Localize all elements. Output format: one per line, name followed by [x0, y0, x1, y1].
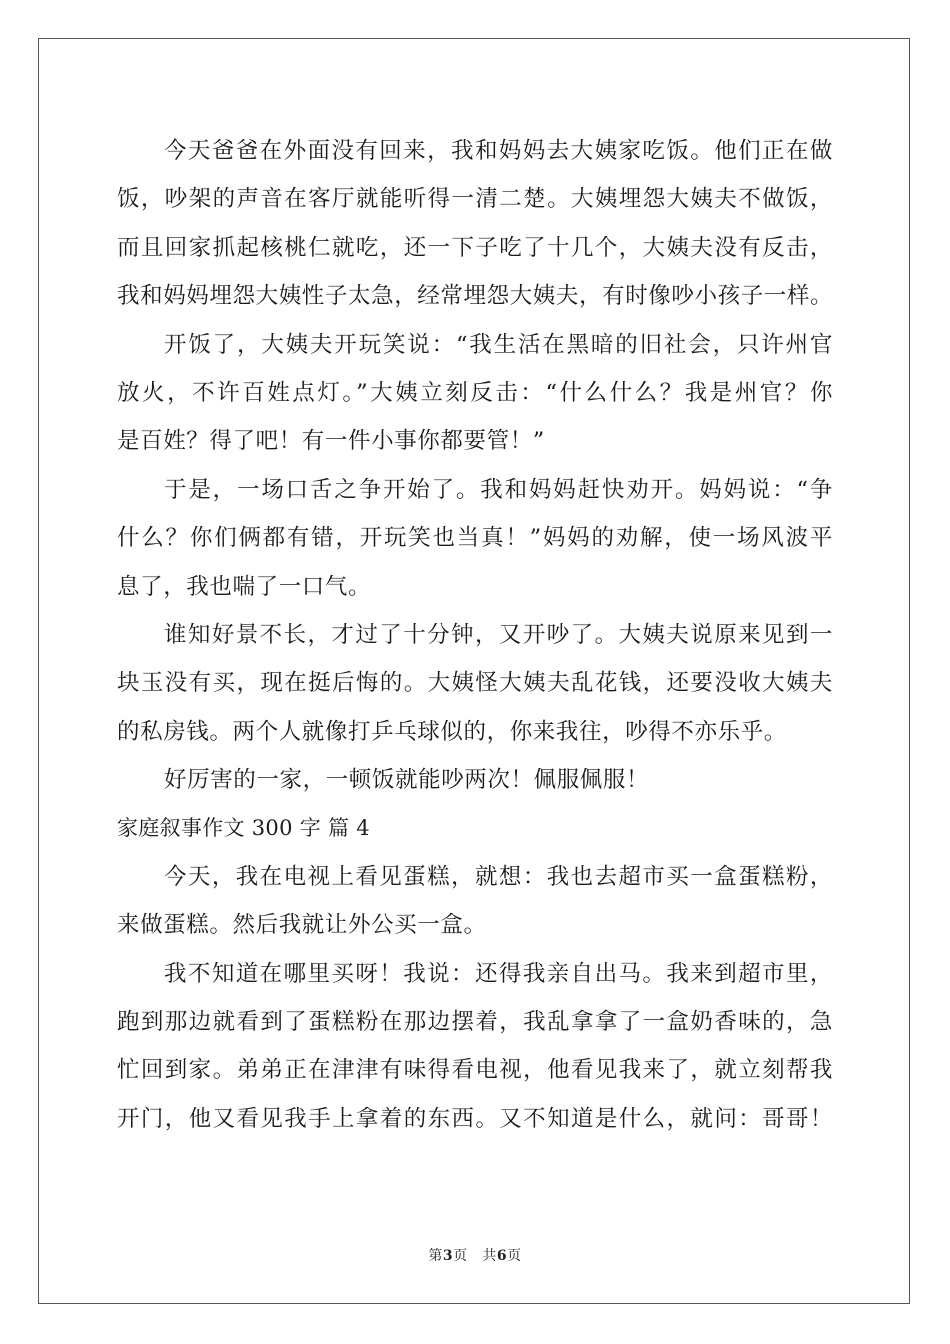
page-number: 3 — [442, 1248, 454, 1264]
text-line: 开门，他又看见我手上拿着的东西。又不知道是什么，就问：哥哥！ — [117, 1105, 833, 1132]
text-line: 今天爸爸在外面没有回来，我和妈妈去大姨家吃饭。他们正在做 — [164, 138, 833, 164]
text-line: 是百姓？得了吧！有一件小事你都要管！” — [117, 428, 545, 455]
total-suffix: 页 — [507, 1248, 522, 1264]
text-line: 我不知道在哪里买呀！我说：还得我亲自出马。我来到超市里， — [164, 960, 833, 987]
text-line: 忙回到家。弟弟正在津津有味得看电视，他看见我来了，就立刻帮我 — [117, 1057, 833, 1084]
text-line: 块玉没有买，现在挺后悔的。大姨怪大姨夫乱花钱，还要没收大姨夫 — [117, 670, 833, 697]
text-line: 开饭了，大姨夫开玩笑说：“我生活在黑暗的旧社会，只许州官 — [164, 331, 833, 358]
page-suffix: 页 — [453, 1248, 468, 1264]
text-line: 谁知好景不长，才过了十分钟，又开吵了。大姨夫说原来见到一 — [164, 621, 833, 648]
page-prefix: 第 — [428, 1248, 443, 1264]
text-line: 跑到那边就看到了蛋糕粉在那边摆着，我乱拿拿了一盒奶香味的，急 — [117, 1009, 833, 1036]
page-footer — [0, 1245, 950, 1265]
total-prefix: 共 — [482, 1248, 497, 1264]
text-line: 我和妈妈埋怨大姨性子太急，经常埋怨大姨夫，有时像吵小孩子一样。 — [117, 283, 834, 310]
text-line: 息了，我也喘了一口气。 — [117, 573, 372, 600]
text-line: 好厉害的一家，一顿饭就能吵两次！佩服佩服！ — [164, 767, 650, 794]
total-pages: 6 — [496, 1248, 508, 1264]
text-line: 放火，不许百姓点灯。”大姨立刻反击：“什么什么？我是州官？你 — [117, 379, 833, 406]
text-line: 的私房钱。两个人就像打乒乓球似的，你来我往，吵得不亦乐乎。 — [117, 718, 787, 745]
section-heading: 家庭叙事作文 300 字 篇 4 — [117, 816, 370, 841]
text-line: 来做蛋糕。然后我就让外公买一盒。 — [117, 912, 487, 939]
text-line: 饭，吵架的声音在客厅就能听得一清二楚。大姨埋怨大姨夫不做饭， — [117, 186, 833, 213]
text-line: 今天，我在电视上看见蛋糕，就想：我也去超市买一盒蛋糕粉， — [164, 863, 833, 890]
document-body — [117, 127, 833, 1143]
text-line: 什么？你们俩都有错，开玩笑也当真！”妈妈的劝解，使一场风波平 — [117, 525, 833, 552]
text-line: 于是，一场口舌之争开始了。我和妈妈赶快劝开。妈妈说：“争 — [164, 476, 833, 503]
text-line: 而且回家抓起核桃仁就吃，还一下子吃了十几个，大姨夫没有反击， — [117, 234, 833, 261]
